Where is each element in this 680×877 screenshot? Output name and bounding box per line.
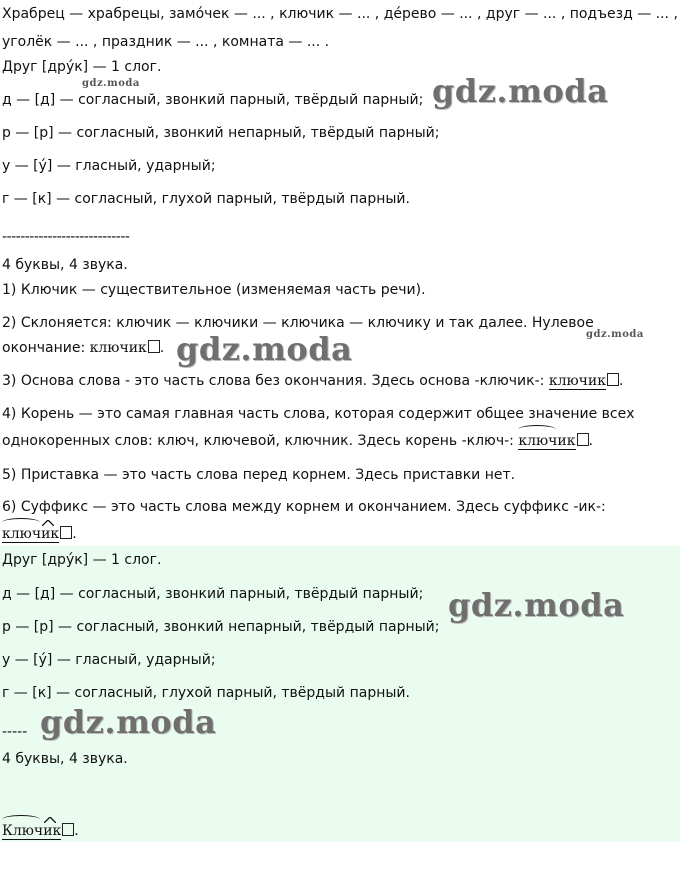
syllable-line: Друг [дру́к] — 1 слог. (2, 59, 162, 75)
analysis-6: 6) Суффикс — это часть слова между корнем и окончанием. Здесь суффикс -ик-: (2, 499, 606, 515)
g-syllable-line: Друг [дру́к] — 1 слог. (2, 552, 162, 568)
watermark-large: gdz.moda (432, 72, 609, 110)
g-phonetic-u: у — [у́] — гласный, ударный; (2, 652, 216, 668)
analysis-4-root: однокоренных слов: ключ, ключевой, ключник. Здесь корень -ключ-: ключик . (2, 432, 593, 450)
phonetic-g: г — [к] — согласный, глухой парный, твёрдый парный. (2, 191, 410, 207)
suffix-mark-icon (44, 817, 56, 823)
word-kluchik: ключик (89, 340, 147, 356)
analysis-3: 3) Основа слова - это часть слова без окончания. Здесь основа -ключик-: ключик . (2, 373, 624, 389)
analysis-2: 2) Склоняется: ключик — ключики — ключика — ключику и так далее. Нулевое (2, 315, 594, 331)
word-suffix-kluchik: ключ ик (2, 526, 59, 543)
exercise-line-2: уголёк — ... , праздник — ... , комната — ... . (2, 34, 330, 50)
g-divider-dashes: ----- (2, 724, 28, 740)
g-letters-sounds: 4 буквы, 4 звука. (2, 751, 128, 767)
analysis-6-suffix: ключ ик . (2, 525, 77, 543)
analysis-2-ending: окончание: ключик . (2, 340, 165, 356)
g-phonetic-g: г — [к] — согласный, глухой парный, твёрдый парный. (2, 685, 410, 701)
zero-ending-box (62, 823, 74, 836)
phonetic-d: д — [д] — согласный, звонкий парный, твёрдый парный; (2, 92, 424, 108)
analysis-1: 1) Ключик — существительное (изменяемая часть речи). (2, 282, 426, 298)
g-phonetic-d: д — [д] — согласный, звонкий парный, твёрдый парный; (2, 586, 424, 602)
word-stem-kluchik: ключик (548, 373, 606, 389)
suffix-ik: ик (43, 823, 61, 839)
watermark-large: gdz.moda (176, 330, 353, 368)
g-phonetic-r: р — [р] — согласный, звонкий непарный, твёрдый парный; (2, 619, 440, 635)
phonetic-u: у — [у́] — гласный, ударный; (2, 158, 216, 174)
suffix-mark-icon (42, 520, 54, 526)
watermark-large: gdz.moda (40, 703, 217, 741)
zero-ending-box (577, 433, 589, 446)
root-arc (518, 425, 556, 434)
analysis-5: 5) Приставка — это часть слова перед корнем. Здесь приставки нет. (2, 467, 516, 483)
zero-ending-box (60, 526, 72, 539)
zero-ending-box (148, 340, 160, 353)
word-root-kluchik: ключик (518, 433, 575, 450)
exercise-line-1: Храбрец — храбрецы, замо́чек — ... , ключик — ... , де́рево — ... , друг — ... , подъезд — ... , (2, 6, 678, 22)
analysis-4: 4) Корень — это самая главная часть слова, которая содержит общее значение всех (2, 406, 635, 422)
g-final-word: Ключ ик . (2, 822, 79, 840)
watermark-small: gdz.moda (82, 78, 140, 89)
suffix-ik: ик (41, 526, 59, 542)
watermark-small: gdz.moda (586, 329, 644, 340)
word-suffix-kluchik: Ключ ик (2, 823, 61, 840)
phonetic-r: р — [р] — согласный, звонкий непарный, твёрдый парный; (2, 125, 440, 141)
letters-sounds: 4 буквы, 4 звука. (2, 257, 128, 273)
zero-ending-box (607, 373, 619, 386)
watermark-large: gdz.moda (448, 586, 625, 624)
root-arc (2, 518, 40, 527)
divider-dashes: ---------------------------- (2, 229, 130, 245)
root-arc (2, 815, 40, 824)
